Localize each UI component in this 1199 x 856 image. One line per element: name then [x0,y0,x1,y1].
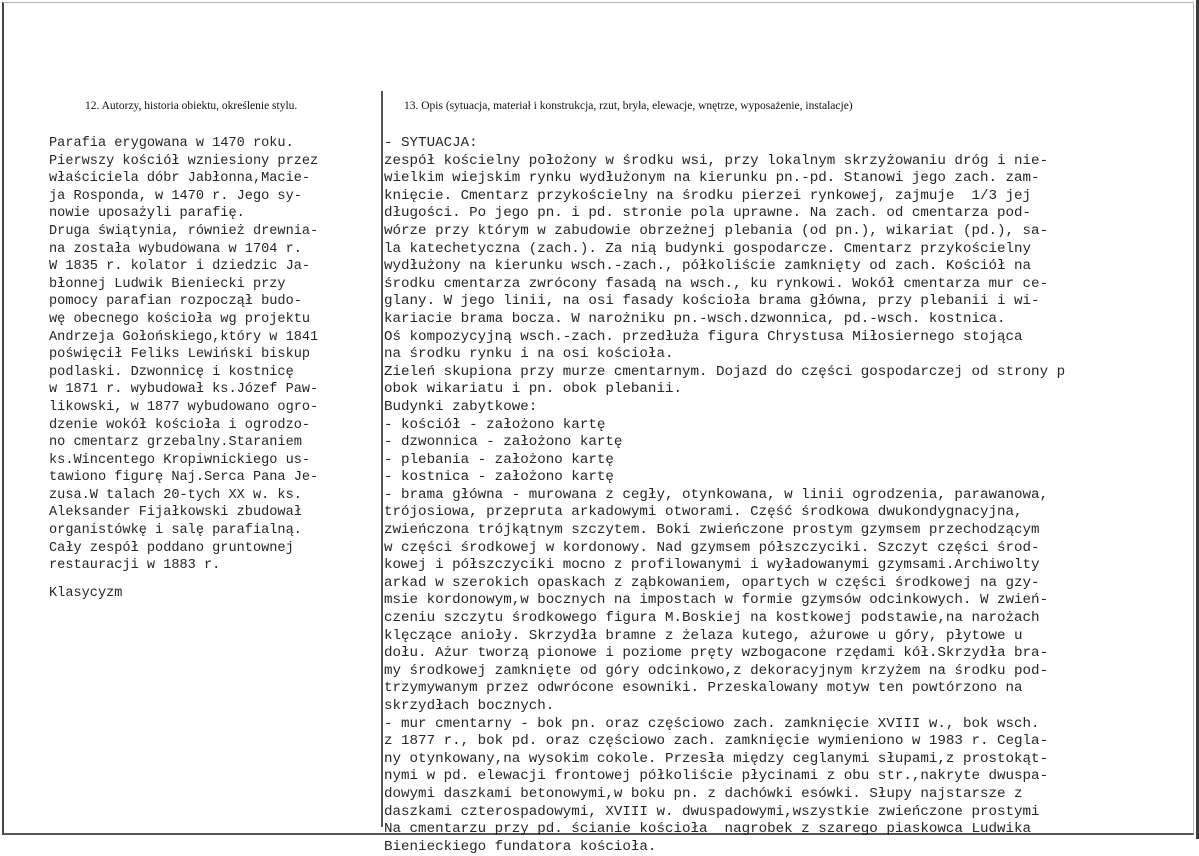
history-text-line: W 1835 r. kolator i dziedzic Ja- [49,259,311,275]
description-text-line: zwieńczona trójkątnym szczytem. Boki zwieńczone prostym gzymsem przechodzącym [384,522,1040,539]
history-text-line: Andrzeja Gołońskiego,który w 1841 [49,329,319,345]
description-text-line: - SYTUACJA: [384,135,478,151]
description-text-line: Na cmentarzu przy pd. ścianie kościoła nagrobek z szarego piaskowca Ludwika [384,821,1032,838]
description-text-line: - brama główna - murowana z cegły, otynkowana, w linii ogrodzenia, parawanowa, [384,486,1049,503]
description-text-line: - plebania - założono kartę [384,451,614,468]
description-text-line: obok wikariatu i pn. obok plebanii. [384,381,682,398]
description-text-line: Zieleń skupiona przy murze cmentarnym. Dojazd do części gospodarczej od strony p [384,363,1066,380]
history-text-line: na została wybudowana w 1704 r. [49,241,302,257]
description-text-line: la katechetyczna (zach.). Za nią budynki gospodarcze. Cmentarz przykościelny [384,240,1032,257]
history-text-line: błonnej Ludwik Bieniecki przy [49,276,286,292]
description-text-line: wielkim wiejskim rynku wydłużonym na kierunku pn.-pd. Stanowi jego zach. zam- [384,170,1040,187]
description-text-line: skrzydłach bocznych. [384,698,555,714]
description-text-line: - kościół - założono kartę [384,416,606,433]
history-text-line: Aleksander Fijałkowski zbudował [49,505,302,521]
history-text-line: właściciela dóbr Jabłonna,Macie- [49,171,311,187]
history-text-line: Druga świątynia, również drewnia- [49,223,319,239]
history-text-line: Parafia erygowana w 1470 roku. [49,136,294,151]
description-text-line: trójosiowa, przepruta arkadowymi otworami. Część środkowa dwukondygnacyjna, [384,504,1023,521]
history-text-line: ks.Wincentego Kropiwnickiego us- [49,452,311,468]
description-text-line: z 1877 r., bok pd. oraz częściowo zach. zamknięcie wymieniono w 1983 r. Cegla- [384,733,1049,750]
description-text-line: wydłużony na kierunku wsch.-zach., półkoliście zamknięty od zach. Kościół na [384,258,1032,275]
description-text-line: arkad w szerokich opaskach z ząbkowaniem, opartych w części środkowej na gzy- [384,574,1040,591]
description-text-line: kowej i półszczyciki mocno z profilowanymi i wyładowanymi gzymsami.Archiwolty [384,557,1040,574]
history-text-line: Cały zespół poddano gruntownej [49,540,294,556]
history-text-line: wę obecnego kościoła wg projektu [49,311,311,327]
style-label: Klasycyzm [49,585,123,601]
description-column [384,135,1199,856]
history-text-line: organistówkę i salę parafialną. [49,523,302,539]
history-text-line: tawiono figurę Naj.Serca Pana Je- [49,470,319,486]
description-text-line: czeniu szczytu środkowego figura M.Boskiej na kostkowej podstawie,na narożach [384,610,1040,627]
history-text-line: dzenie wokół kościoła i ogrodzo- [49,417,311,433]
description-text-line: msie kordonowym,w bocznych na impostach w formie gzymsów odcinkowych. W zwień- [384,592,1049,609]
history-text-line: pomocy parafian rozpoczął budo- [49,294,302,310]
description-text-line: klęczące anioły. Skrzydła bramne z żelaza kutego, ażurowe u góry, płytowe u [384,627,1023,644]
description-text-line: na środku rynku i na osi kościoła. [384,346,674,363]
description-text-line: Budynki zabytkowe: [384,398,538,415]
section-12-header: 12. Autorzy, historia obiektu, określenie stylu. [85,100,298,112]
description-text-line: dowymi daszkami betonowymi,w boku pn. z dachówki esówki. Słupy najstarsze z [384,785,1023,802]
description-text-line: dołu. Ażur tworzą pionowe i poziome pręty wzbogacone rzędami kół.Skrzydła bra- [384,645,1049,662]
history-column [49,135,379,602]
history-text-line: likowski, w 1877 wybudowano ogro- [49,399,319,415]
description-text-line: długości. Po jego pn. i pd. stronie pola uprawne. Na zach. od cmentarza pod- [384,205,1032,222]
history-text-line: podlaski. Dzwonnicę i kostnicę [49,364,294,380]
description-text-line: knięcie. Cmentarz przykościelny na środku pierzei rynkowej, zajmuje 1/3 jej [384,187,1032,204]
description-text-line: zespół kościelny położony w środku wsi, przy lokalnym skrzyżowaniu dróg i nie- [384,152,1049,169]
description-text-line: - kostnica - założono kartę [384,469,614,486]
description-text-line: my środkowej zamknięte od góry odcinkowo,z dekoracyjnym krzyżem na środku pod- [384,662,1049,679]
section-13-header: 13. Opis (sytuacja, materiał i konstrukcja, rzut, bryła, elewacje, wnętrze, wyposażenie, instalacje) [404,100,853,112]
description-text-line: Oś kompozycyjną wsch.-zach. przedłuża figura Chrystusa Miłosiernego stojąca [384,328,1023,345]
history-text-line: nowie uposażyli parafię. [49,206,245,222]
history-text-line: poświęcił Feliks Lewiński biskup [49,347,311,363]
history-text-line: Pierwszy kościół wzniesiony przez [49,153,319,169]
history-text-line: zusa.W talach 20-tych XX w. ks. [49,487,302,503]
description-text-line: - mur cmentarny - bok pn. oraz częściowo zach. zamknięcie XVIII w., bok wsch. [384,715,1040,732]
column-divider [381,91,383,827]
description-text-line: trzymywanym przez odwrócone esowniki. Przeskalowany motyw ten powtórzono na [384,680,1023,697]
description-text-line: daszkami czterospadowymi, XVIII w. dwuspadowymi,wszystkie zwieńczone prostymi [384,803,1040,820]
description-text-line: wórze przy którym w zabudowie obrzeżnej plebania (od pn.), wikariat (pd.), sa- [384,222,1049,239]
history-text-line: ja Rosponda, w 1470 r. Jego sy- [49,188,302,204]
description-text-line: nymi w pd. elewacji frontowej półkoliście płycinami z obu str.,nakryte dwuspa- [384,768,1049,785]
history-text-line: no cmentarz grzebalny.Staraniem [49,435,302,451]
description-text-line: kariacie brama bocza. W narożniku pn.-wsch.dzwonnica, pd.-wsch. kostnica. [384,310,1006,327]
description-text-line: w części środkowej w kordonowy. Nad gzymsem półszczyciki. Szczyt części środ- [384,539,1040,556]
description-text-line: Bienieckiego fundatora kościoła. [384,838,657,855]
description-text-line: środku cmentarza zwrócony fasadą na wsch., ku rynkowi. Wokół cmentarza mur ce- [384,275,1049,292]
history-text-line: w 1871 r. wybudował ks.Józef Paw- [49,382,319,398]
history-text-line: restauracji w 1883 r. [49,558,221,574]
description-text-line: ny otynkowany,na wysokim cokole. Przesła między ceglanymi słupami,z prostokąt- [384,750,1049,767]
description-text-line: glany. W jego linii, na osi fasady kościoła brama główna, przy plebanii i wi- [384,293,1040,310]
description-text-line: - dzwonnica - założono kartę [384,434,623,451]
